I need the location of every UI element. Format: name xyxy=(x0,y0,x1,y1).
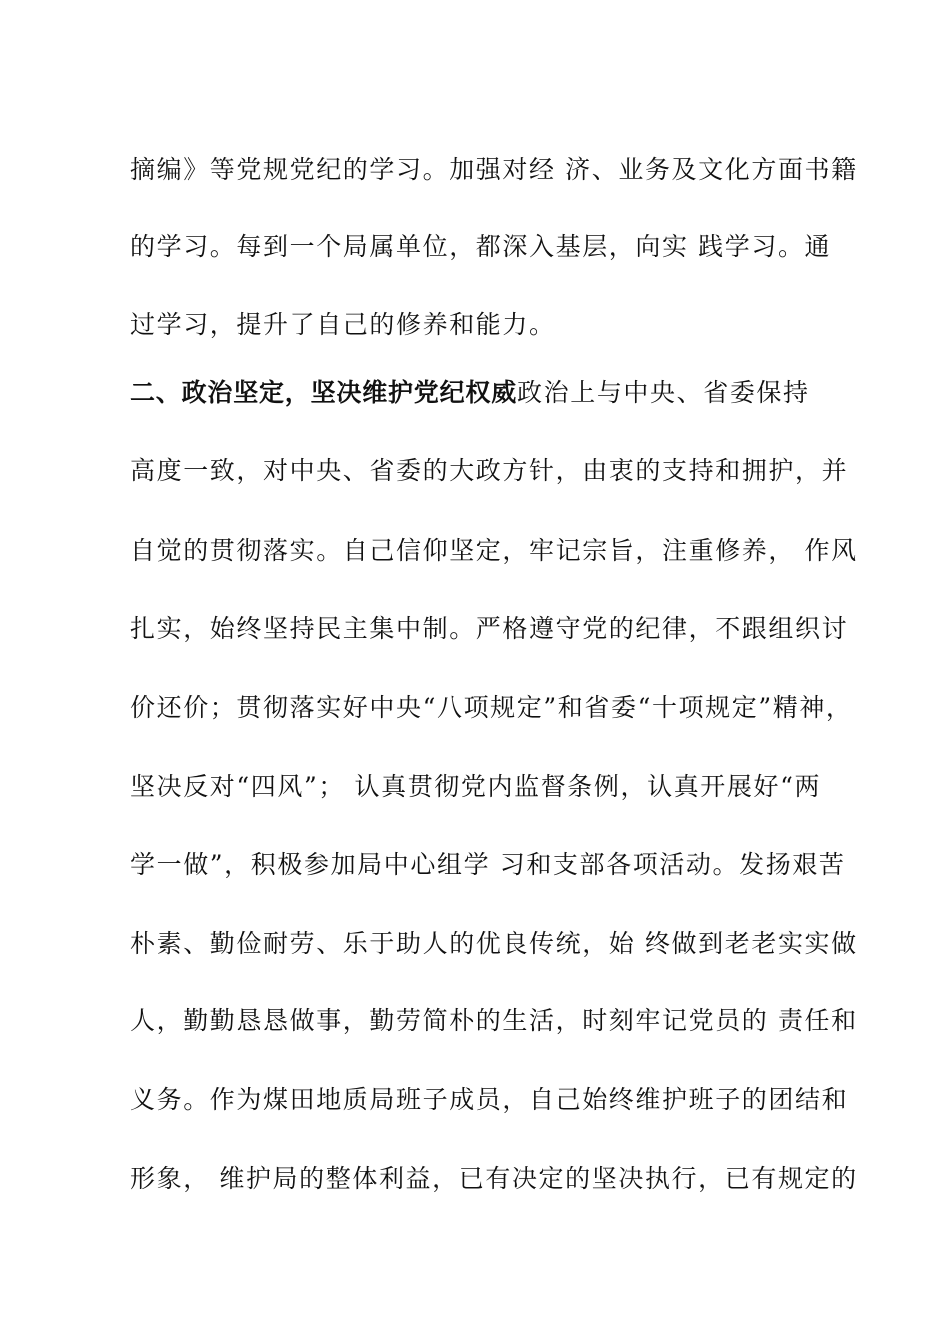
section-line xyxy=(130,376,830,410)
paragraph-line: 人，勤勤恳恳做事，勤劳简朴的生活，时刻牢记党员的 责任和 xyxy=(130,1006,858,1035)
paragraph-line: 自觉的贯彻落实。自己信仰坚定，牢记宗旨，注重修养， 作风 xyxy=(130,536,858,565)
section-text: 政治上与中央、省委保持 xyxy=(517,378,810,407)
paragraph-line: 朴素、勤俭耐劳、乐于助人的优良传统，始 终做到老老实实做 xyxy=(130,929,858,958)
paragraph-line: 形象， 维护局的整体利益，已有决定的坚决执行，已有规定的 xyxy=(130,1164,858,1193)
paragraph-line: 坚决反对“四风”； 认真贯彻党内监督条例，认真开展好“两 xyxy=(130,772,822,801)
section-heading: 二、政治坚定，坚决维护党纪权威 xyxy=(130,378,518,407)
paragraph-line: 扎实，始终坚持民主集中制。严格遵守党的纪律，不跟组织讨 xyxy=(130,614,849,643)
paragraph-line: 的学习。每到一个局属单位，都深入基层，向实 践学习。通 xyxy=(130,232,832,261)
paragraph-line: 学一做”，积极参加局中心组学 习和支部各项活动。发扬艰苦 xyxy=(130,850,846,879)
paragraph-line: 义务。作为煤田地质局班子成员，自己始终维护班子的团结和 xyxy=(130,1085,849,1114)
paragraph-line: 过学习，提升了自己的修养和能力。 xyxy=(130,310,556,339)
paragraph-line: 高度一致，对中央、省委的大政方针，由衷的支持和拥护，并 xyxy=(130,456,849,485)
paragraph-line: 摘编》等党规党纪的学习。加强对经 济、业务及文化方面书籍 xyxy=(130,155,858,184)
paragraph-line: 价还价；贯彻落实好中央“八项规定”和省委“十项规定”精神， xyxy=(130,693,853,722)
